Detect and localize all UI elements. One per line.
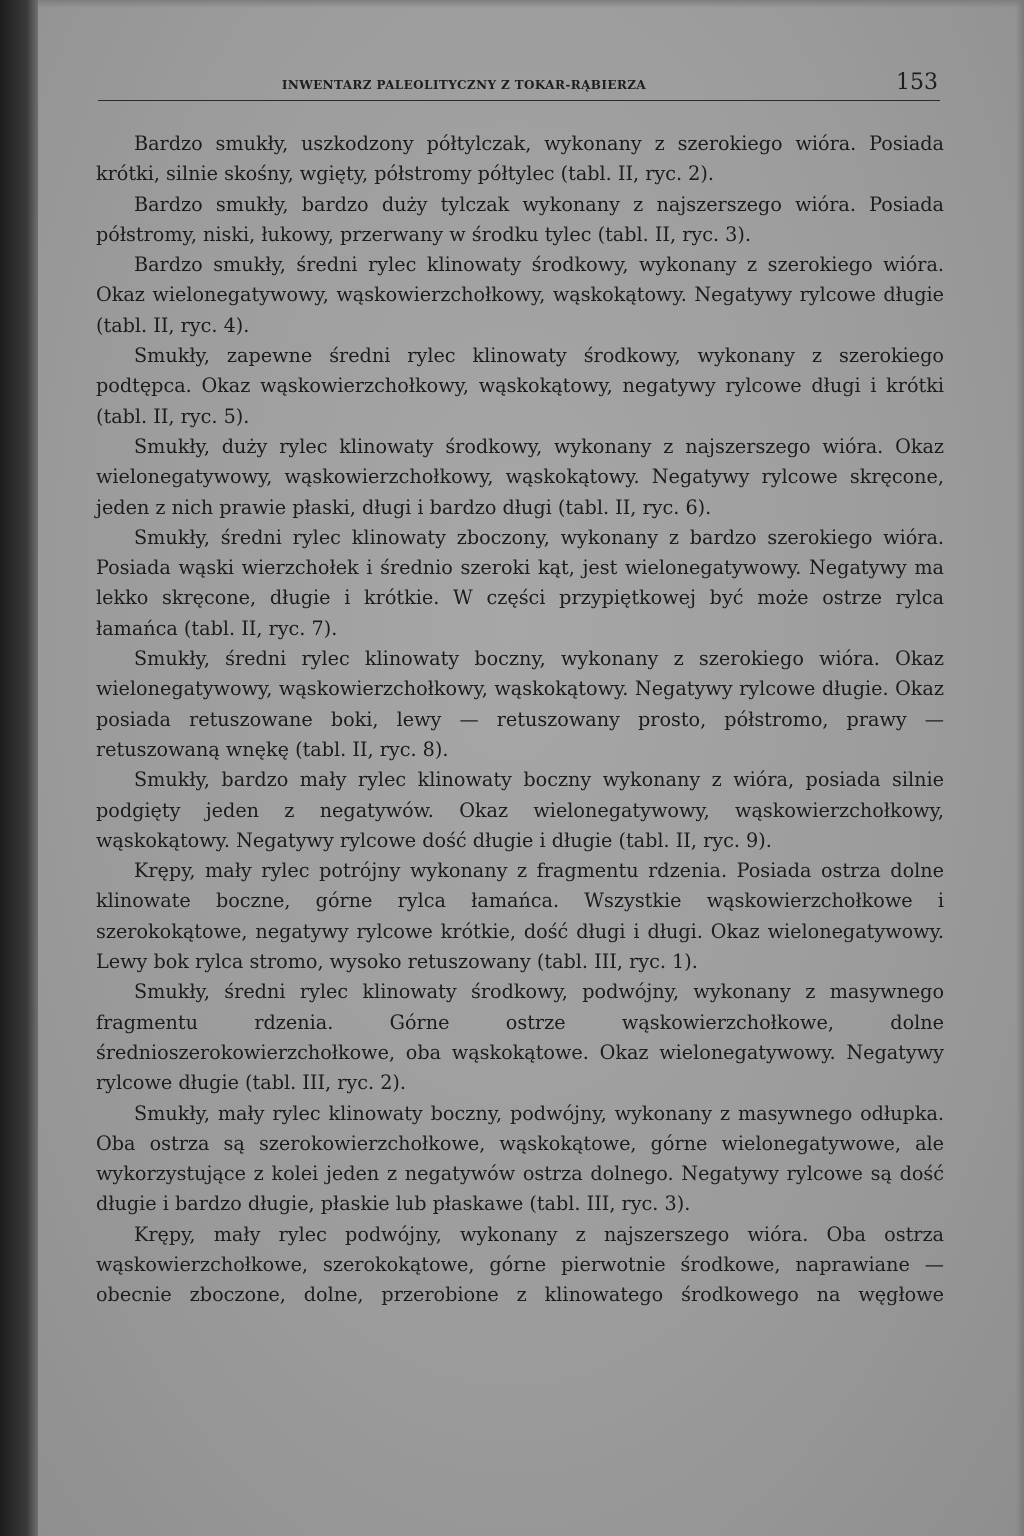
running-header (98, 66, 940, 101)
body-text (96, 129, 944, 1311)
page-number: 153 (896, 70, 938, 95)
right-edge-shadow (1016, 0, 1024, 1536)
top-edge-shadow (38, 0, 1024, 8)
running-title: INWENTARZ PALEOLITYCZNY Z TOKAR-RĄBIERZA (281, 78, 647, 92)
paragraph-continued: Krępy, mały rylec podwójny, wykonany z najszerszego wióra. Oba ostrza wąskowierzchołkowe, szerokokątowe, górne pierwotnie środkowe, naprawiane — obecnie zboczone, dolne, przerobione z klinowatego środkowego na węgłowe (96, 1222, 944, 1307)
paragraph: Smukły, średni rylec klinowaty środkowy, podwójny, wykonany z masywnego fragmentu rdzenia. Górne ostrze wąskowierzchołkowe, dolne średnioszerokowierzchołkowe, oba wąskokątowe. Okaz wielonegatywowy. Negatywy rylcowe długie (tabl. III, ryc. 2). (96, 980, 944, 1095)
paragraph: Bardzo smukły, średni rylec klinowaty środkowy, wykonany z szerokiego wióra. Okaz wielonegatywowy, wąskowierzchołkowy, wąskokątowy. Negatywy rylcowe długie (tabl. II, ryc. 4). (96, 253, 944, 337)
paragraph: Smukły, bardzo mały rylec klinowaty boczny wykonany z wióra, posiada silnie podgięty jeden z negatywów. Okaz wielonegatywowy, wąskowierzchołkowy, wąskokątowy. Negatywy rylcowe dość długie i długie (tabl. II, ryc. 9). (96, 768, 944, 852)
book-spine-shadow (0, 0, 38, 1536)
paragraph: Smukły, mały rylec klinowaty boczny, podwójny, wykonany z masywnego odłupka. Oba ostrza są szerokowierzchołkowe, wąskokątowe, górne wielonegatywowe, ale wykorzystujące z kolei jeden z negatywów ostrza dolnego. Negatywy rylcowe są dość długie i bardzo długie, płaskie lub płaskawe (tabl. III, ryc. 3). (96, 1101, 944, 1216)
paragraph: Krępy, mały rylec potrójny wykonany z fragmentu rdzenia. Posiada ostrza dolne klinowate boczne, górne rylca łamańca. Wszystkie wąskowierzchołkowe i szerokokątowe, negatywy rylcowe krótkie, dość długi i długi. Okaz wielonegatywowy. Lewy bok rylca stromo, wysoko retuszowany (tabl. III, ryc. 1). (96, 859, 944, 974)
paragraph: Bardzo smukły, uszkodzony półtylczak, wykonany z szerokiego wióra. Posiada krótki, silnie skośny, wgięty, półstromy półtylec (tabl. II, ryc. 2). (96, 132, 944, 186)
paragraph: Bardzo smukły, bardzo duży tylczak wykonany z najszerszego wióra. Posiada półstromy, niski, łukowy, przerwany w środku tylec (tabl. II, ryc. 3). (96, 192, 944, 246)
paragraph: Smukły, zapewne średni rylec klinowaty środkowy, wykonany z szerokiego podtępca. Okaz wąskowierzchołkowy, wąskokątowy, negatywy rylcowe długi i krótki (tabl. II, ryc. 5). (96, 344, 944, 428)
paragraph: Smukły, duży rylec klinowaty środkowy, wykonany z najszerszego wióra. Okaz wielonegatywowy, wąskowierzchołkowy, wąskokątowy. Negatywy rylcowe skręcone, jeden z nich prawie płaski, długi i bardzo długi (tabl. II, ryc. 6). (96, 434, 944, 519)
paragraph: Smukły, średni rylec klinowaty boczny, wykonany z szerokiego wióra. Okaz wielonegatywowy, wąskowierzchołkowy, wąskokątowy. Negatywy rylcowe długie. Okaz posiada retuszowane boki, lewy — retuszowany prosto, półstromo, prawy — retuszowaną wnękę (tabl. II, ryc. 8). (96, 647, 944, 761)
paragraph: Smukły, średni rylec klinowaty zboczony, wykonany z bardzo szerokiego wióra. Posiada wąski wierzchołek i średnio szeroki kąt, jest wielonegatywowy. Negatywy ma lekko skręcone, długie i krótkie. W części przypiętkowej być może ostrze rylca łamańca (tabl. II, ryc. 7). (96, 525, 944, 640)
